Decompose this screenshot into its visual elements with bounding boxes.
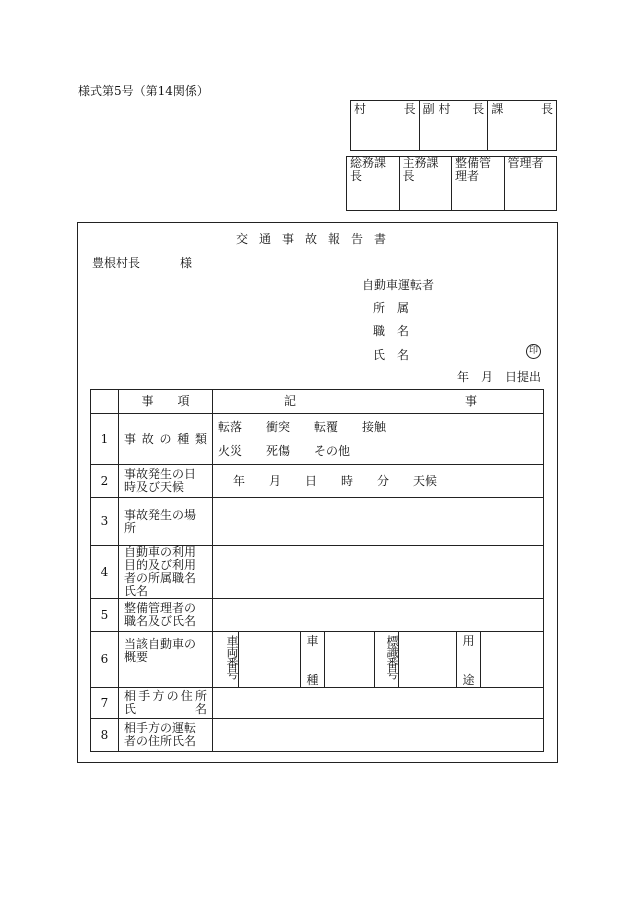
header-item: 事 項 <box>119 390 213 414</box>
submitter-heading: 自動車運転者 <box>362 278 435 292</box>
approval-cell-manager[interactable]: 管理者 <box>504 157 557 211</box>
row-label-other-party-address-name: 相手方の住所 氏 名 <box>119 688 213 719</box>
vehicle-type-field[interactable] <box>325 632 375 688</box>
vehicle-number-field[interactable] <box>239 632 301 688</box>
label-vehicle-type: 車 種 <box>301 632 325 688</box>
label-usage: 用 途 <box>457 632 481 688</box>
plate-number-field[interactable] <box>399 632 457 688</box>
row-label-accident-type: 事故の種類 <box>124 431 207 446</box>
row-label-location: 事故発生の場所 <box>119 498 213 546</box>
approval-stamp-table-bottom <box>346 156 557 211</box>
table-row: 5 整備管理者の職名及び氏名 <box>91 599 544 632</box>
row-label-vehicle-overview: 当該自動車の概要 <box>119 632 213 688</box>
row-label-maintenance-manager: 整備管理者の職名及び氏名 <box>119 599 213 632</box>
vehicle-purpose-user-field[interactable] <box>213 546 544 599</box>
document-title: 交通事故報告書 <box>235 232 397 246</box>
submitter-name-label: 氏 名 <box>373 348 410 362</box>
table-row: 3 事故発生の場所 <box>91 498 544 546</box>
other-party-driver-field[interactable] <box>213 719 544 752</box>
other-party-address-name-field[interactable] <box>213 688 544 719</box>
accident-details-table <box>90 389 544 752</box>
approval-cell-village-head[interactable]: 村 長 <box>351 101 420 151</box>
table-row: 2 事故発生の日時及び天候 年 月 日 時 分 天候 <box>91 465 544 498</box>
maintenance-manager-field[interactable] <box>213 599 544 632</box>
table-header-row <box>91 390 544 414</box>
datetime-weather-field[interactable]: 年 月 日 時 分 天候 <box>213 465 544 498</box>
form-number-label: 様式第5号（第14関係） <box>78 84 209 98</box>
submitter-position-label: 職 名 <box>373 324 410 338</box>
approval-cell-maintenance-manager[interactable]: 整備管理者 <box>452 157 505 211</box>
table-row: 1 事故の種類 転落 衝突 転覆 接触 火災 死傷 その他 <box>91 414 544 465</box>
approval-stamp-table-top <box>350 100 557 151</box>
addressee-name: 豊根村長 <box>92 256 141 270</box>
table-row: 8 相手方の運転者の住所氏名 <box>91 719 544 752</box>
usage-field[interactable] <box>481 632 544 688</box>
label-vehicle-number: 車両番号 <box>213 632 239 688</box>
location-field[interactable] <box>213 498 544 546</box>
accident-type-options[interactable]: 転落 衝突 転覆 接触 火災 死傷 その他 <box>213 414 544 465</box>
row-label-other-party-driver: 相手方の運転者の住所氏名 <box>119 719 213 752</box>
approval-cell-general-affairs-chief[interactable]: 総務課長 <box>347 157 400 211</box>
approval-cell-section-chief[interactable]: 課 長 <box>488 101 557 151</box>
table-row: 6 当該自動車の概要 車両番号 車 種 標識番号 用 途 <box>91 632 544 688</box>
table-row: 7 相手方の住所 氏 名 <box>91 688 544 719</box>
submitter-affiliation-label: 所 属 <box>373 301 410 315</box>
seal-mark: 印 <box>526 344 541 359</box>
addressee <box>92 254 192 271</box>
submission-date: 年 月 日提出 <box>456 370 541 384</box>
header-record: 記 事 <box>213 390 544 414</box>
addressee-honorific: 様 <box>180 256 193 270</box>
approval-cell-deputy-village-head[interactable]: 副 村 長 <box>419 101 488 151</box>
table-row: 4 自動車の利用目的及び利用者の所属職名氏名 <box>91 546 544 599</box>
row-label-vehicle-purpose-user: 自動車の利用目的及び利用者の所属職名氏名 <box>119 546 213 599</box>
row-label-datetime-weather: 事故発生の日時及び天候 <box>119 465 213 498</box>
approval-cell-responsible-section-chief[interactable]: 主務課長 <box>399 157 452 211</box>
label-plate-number: 標識番号 <box>375 632 399 688</box>
